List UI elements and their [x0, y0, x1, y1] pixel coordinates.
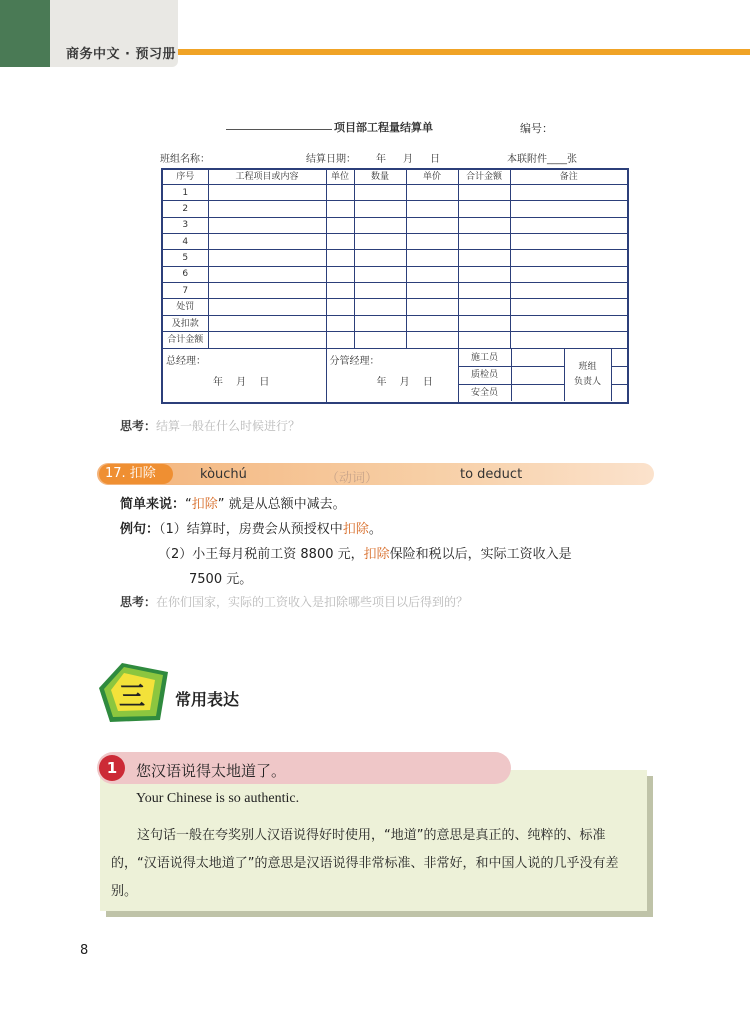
col-header: 单位	[326, 169, 354, 184]
book-title: 商务中文 · 预习册	[66, 47, 176, 62]
table-row	[162, 217, 628, 233]
row-number: 6	[162, 266, 208, 282]
team-lead-label-1: 班组	[578, 362, 597, 373]
expression-english: Your Chinese is so authentic.	[136, 791, 300, 806]
explain-line: 简单来说：“扣除” 就是从总额中减去。	[120, 497, 346, 512]
roles-cell	[458, 348, 628, 403]
header-green-block	[0, 0, 50, 67]
table-row	[162, 250, 628, 266]
row-number: 1	[162, 184, 208, 200]
form-number-label: 编号：	[520, 122, 553, 135]
role-builder: 施工员	[459, 349, 511, 367]
row-number: 3	[162, 217, 208, 233]
col-header: 合计金额	[458, 169, 510, 184]
section-badge-icon	[98, 662, 170, 724]
penalty-label: 处罚	[162, 299, 208, 315]
settlement-form-table	[161, 168, 629, 404]
row-number: 4	[162, 233, 208, 249]
explain-term: 扣除	[191, 497, 218, 512]
section-badge-number: 三	[118, 682, 146, 712]
table-row	[162, 184, 628, 200]
section-title: 常用表达	[175, 690, 240, 709]
page-number: 8	[80, 943, 89, 958]
expression-title: 您汉语说得太地道了。	[136, 762, 287, 780]
team-lead-label-2: 负责人	[573, 377, 601, 388]
col-header: 数量	[354, 169, 406, 184]
think-text: 结算一般在什么时候进行？	[156, 419, 301, 433]
think-label: 思考：	[120, 419, 157, 433]
vocab-pinyin: kòuchú	[200, 467, 247, 482]
role-safety: 安全员	[470, 387, 498, 398]
date-month: 月	[403, 154, 413, 165]
col-header: 工程项目或内容	[208, 169, 326, 184]
table-row	[162, 283, 628, 299]
form-title: 项目部工程量结算单	[334, 121, 433, 134]
think-question-1	[120, 417, 300, 434]
header-accent-line	[178, 49, 750, 55]
role-inspector: 质检员	[459, 367, 511, 385]
total-row	[162, 332, 628, 348]
table-header-row	[162, 169, 628, 184]
row-number: 7	[162, 283, 208, 299]
col-header: 单价	[406, 169, 458, 184]
gm-signature-cell	[162, 348, 326, 403]
form-title-blank	[226, 129, 332, 130]
gm-date: 年 月 日	[213, 376, 270, 388]
row-number: 2	[162, 201, 208, 217]
think-label: 思考：	[120, 595, 157, 609]
example-2: （2）小王每月税前工资 8800 元，扣除保险和税以后，实际工资收入是	[158, 547, 572, 562]
think-text: 在你们国家，实际的工资收入是扣除哪些项目以后得到的？	[156, 595, 469, 609]
signature-row	[162, 348, 628, 403]
attachment-label: 本联附件____张	[507, 154, 577, 165]
penalty-row	[162, 299, 628, 315]
team-name-label: 班组名称：	[160, 154, 210, 165]
vocab-english: to deduct	[460, 467, 523, 482]
dept-manager-label: 分管经理：	[329, 355, 380, 367]
manager-signature-cell	[326, 348, 458, 403]
gm-label: 总经理：	[166, 355, 206, 367]
deduction-label: 及扣款	[162, 315, 208, 331]
vocab-pos: （动词）	[326, 471, 379, 486]
date-day: 日	[430, 154, 440, 165]
example-label: 例句：	[120, 522, 160, 537]
table-row	[162, 233, 628, 249]
think-question-2	[120, 593, 468, 610]
deduction-row	[162, 315, 628, 331]
expression-number: 1	[99, 755, 125, 781]
table-row	[162, 201, 628, 217]
expression-explanation: 这句话一般在夸奖别人汉语说得好时使用，“地道”的意思是真正的、纯粹的、标准的，“汉语说得太地道了”的意思是汉语说得非常标准、非常好，和中国人说的几乎没有差别。	[111, 828, 619, 899]
col-header: 序号	[162, 169, 208, 184]
row-number: 5	[162, 250, 208, 266]
col-header: 备注	[510, 169, 628, 184]
table-row	[162, 266, 628, 282]
date-year: 年	[376, 154, 386, 165]
example-term: 扣除	[363, 547, 390, 562]
example-2-continued: 7500 元。	[189, 572, 253, 587]
vocab-term: 17. 扣除	[99, 464, 173, 484]
example-1: 例句：（1）结算时，房费会从预授权中扣除。	[120, 522, 382, 537]
explain-label: 简单来说：	[120, 497, 186, 512]
settle-date-label: 结算日期：	[306, 154, 356, 165]
manager-date: 年 月 日	[376, 376, 433, 388]
example-term: 扣除	[342, 522, 369, 537]
total-label: 合计金额	[162, 332, 208, 348]
